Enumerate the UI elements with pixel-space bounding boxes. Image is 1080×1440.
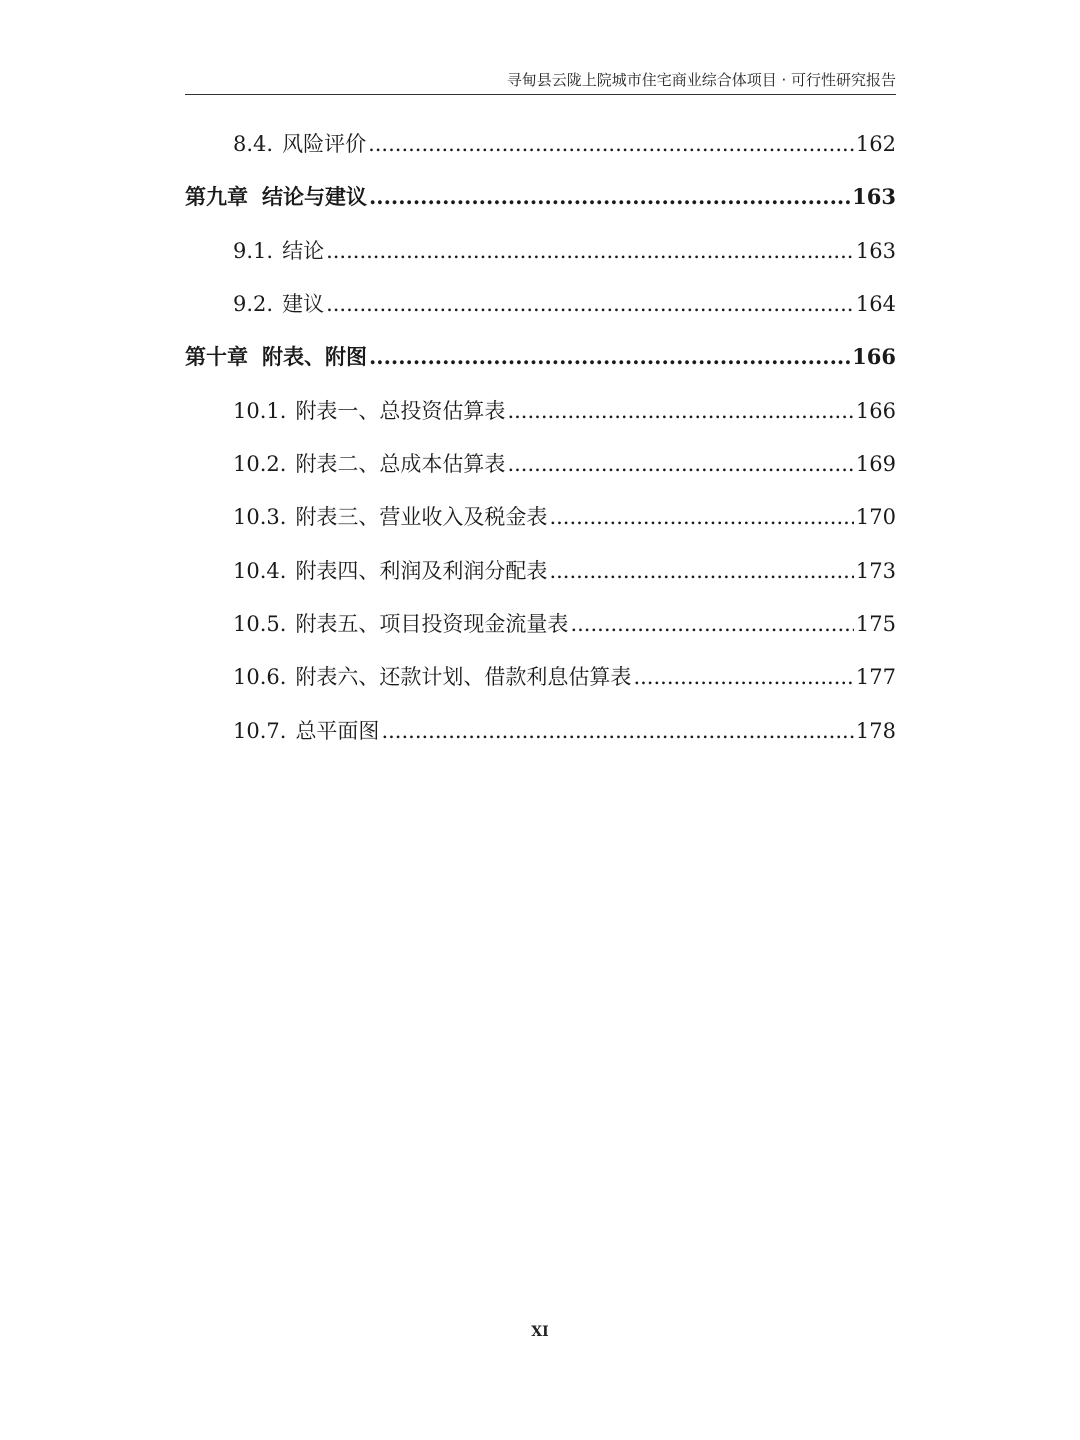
toc-entry-number: 10.2. [233,452,287,476]
toc-entry-page: 177 [855,665,896,689]
toc-leader-dots [368,127,854,161]
toc-entry-page: 162 [855,132,896,156]
toc-chapter-number: 第十章 [185,344,248,369]
toc-entry-10-4[interactable] [233,554,896,588]
toc-entry-title: 建议 [282,292,325,316]
toc-entry-title: 风险评价 [282,132,367,156]
toc-leader-dots [507,394,853,428]
toc-entry-10-7[interactable] [233,714,896,748]
toc-entry-number: 10.1. [233,399,287,423]
toc-entry-page: 169 [855,452,896,476]
toc-entry-page: 163 [855,239,896,263]
toc-entry-title: 附表一、总投资估算表 [295,399,506,423]
toc-entry-number: 10.5. [233,612,287,636]
toc-chapter-10[interactable] [185,340,896,374]
toc-leader-dots [549,554,853,588]
toc-entry-9-1[interactable] [233,234,896,268]
toc-entry-title: 附表四、利润及利润分配表 [295,559,548,583]
header-title: 寻甸县云陇上院城市住宅商业综合体项目 · 可行性研究报告 [506,71,896,89]
toc-entry-page: 166 [855,399,896,423]
toc-leader-dots [369,180,850,214]
toc-chapter-number: 第九章 [185,184,248,209]
toc-leader-dots [570,607,853,641]
toc-chapter-page: 166 [852,344,896,369]
toc-entry-10-2[interactable] [233,447,896,481]
toc-entry-number: 10.7. [233,719,287,743]
toc-entry-10-6[interactable] [233,660,896,694]
toc-entry-title: 结论 [282,239,325,263]
toc-entry-page: 178 [855,719,896,743]
toc-entry-number: 10.3. [233,505,287,529]
toc-leader-dots [381,714,853,748]
toc-leader-dots [507,447,853,481]
toc-entry-9-2[interactable] [233,287,896,321]
running-header [185,70,896,95]
toc-chapter-9[interactable] [185,180,896,214]
toc-chapter-page: 163 [852,184,896,209]
toc-entry-10-1[interactable] [233,394,896,428]
toc-entry-title: 附表六、还款计划、借款利息估算表 [295,665,632,689]
toc-entry-number: 9.2. [233,292,274,316]
toc-entry-title: 附表五、项目投资现金流量表 [295,612,569,636]
toc-entry-number: 10.4. [233,559,287,583]
page-number: XI [531,1324,549,1340]
toc-entry-title: 总平面图 [295,719,380,743]
toc-entry-title: 附表二、总成本估算表 [295,452,506,476]
toc-entry-10-5[interactable] [233,607,896,641]
toc-entry-page: 170 [855,505,896,529]
toc-entry-number: 8.4. [233,132,274,156]
toc-entry-number: 9.1. [233,239,274,263]
toc-entry-page: 164 [855,292,896,316]
toc-leader-dots [369,340,850,374]
toc-leader-dots [633,660,853,694]
toc-leader-dots [549,500,853,534]
toc-chapter-title: 附表、附图 [262,344,367,369]
toc-chapter-title: 结论与建议 [262,184,367,209]
toc-entry-page: 175 [855,612,896,636]
toc-leader-dots [326,234,854,268]
toc-entry-page: 173 [855,559,896,583]
toc-entry-8-4[interactable] [233,127,896,161]
toc-entry-10-3[interactable] [233,500,896,534]
page-footer [0,1324,1080,1340]
toc-entry-number: 10.6. [233,665,287,689]
toc-entry-title: 附表三、营业收入及税金表 [295,505,548,529]
toc-leader-dots [326,287,854,321]
